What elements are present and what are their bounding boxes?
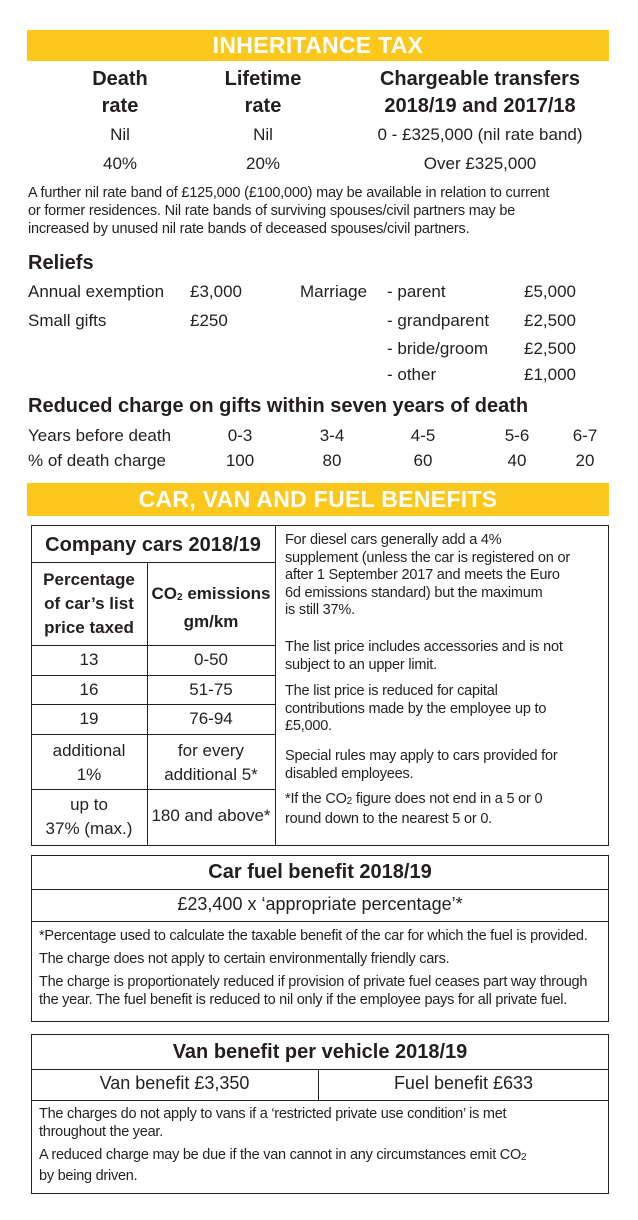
co2-0-50: 0-50 <box>193 650 229 669</box>
fuel-formula-line <box>31 921 609 922</box>
reliefs-title: Reliefs <box>28 252 94 274</box>
annual-exemption-label: Annual exemption <box>28 282 165 301</box>
company-cars-divider <box>275 525 276 846</box>
fuel-title-line <box>31 889 609 890</box>
marriage-grandparent-value: £2,500 <box>524 311 576 330</box>
additional-co2: for every additional 5* <box>164 741 258 784</box>
header-lifetime-rate: Lifetime rate <box>224 68 302 117</box>
header-chargeable-transfers: Chargeable transfers 2018/19 and 2017/18 <box>379 68 581 117</box>
percent-death-charge-label: % of death charge <box>28 451 166 470</box>
row-line-3 <box>31 734 275 735</box>
iht-row-1-transfers: 0 - £325,000 (nil rate band) <box>377 125 583 144</box>
max-co2: 180 and above* <box>151 806 271 825</box>
list-price-note: The list price includes accessories and is not subject to an upper limit. <box>285 639 563 673</box>
pct-16: 16 <box>79 680 99 699</box>
years-6-7: 6-7 <box>572 426 598 445</box>
row-line-2 <box>31 704 275 705</box>
col-co2-header: $CO_2$ emissions gm/km <box>151 584 271 631</box>
pct-19: 19 <box>79 709 99 728</box>
marriage-parent-label: - parent <box>387 282 446 301</box>
list-price-reduced-note: The list price is reduced for capital contributions made by the employee up to £5,000. <box>285 683 547 735</box>
marriage-other-label: - other <box>387 365 437 384</box>
marriage-label: Marriage <box>300 282 368 301</box>
small-gifts-value: £250 <box>190 311 228 330</box>
van-values-line <box>31 1100 609 1101</box>
marriage-bride-groom-value: £2,500 <box>524 339 576 358</box>
diesel-note: For diesel cars generally add a 4% supplement (unless the car is registered on or after 1 September 2017 and meets the Euro 6d emissions standard) but the maximum is still 37%. <box>285 532 570 619</box>
max-pct: up to 37% (max.) <box>45 795 133 838</box>
charge-60: 60 <box>413 451 433 470</box>
marriage-parent-value: £5,000 <box>524 282 576 301</box>
car-van-fuel-banner: CAR, VAN AND FUEL BENEFITS <box>27 483 609 516</box>
years-before-death-label: Years before death <box>28 426 172 445</box>
van-title-line <box>31 1069 609 1070</box>
van-benefit-notes: The charges do not apply to vans if a ‘restricted private use condition’ is met throughout the year. A reduced charge may be due if the van cannot in any circumstances emit $CO_2$ by being driven. <box>39 1106 527 1184</box>
marriage-grandparent-label: - grandparent <box>387 311 490 330</box>
fuel-benefit-notes: *Percentage used to calculate the taxable benefit of the car for which the fuel is provided. The charge does not apply to certain environmentally friendly cars. The charge is proportionately reduced if provision of private fuel ceases part way through the year. The fuel benefit is reduced to nil only if the employee pays for all private fuel. <box>39 928 588 1008</box>
van-benefit-value: Van benefit £3,350 <box>99 1073 250 1093</box>
reduced-charge-title: Reduced charge on gifts within seven years of death <box>28 395 529 417</box>
marriage-other-value: £1,000 <box>524 365 576 384</box>
co2-footnote: *If the $CO_2$ figure does not end in a 5 or 0 round down to the nearest 5 or 0. <box>285 791 543 827</box>
header-death-rate: Death rate <box>92 68 148 117</box>
charge-80: 80 <box>322 451 342 470</box>
company-cars-title: Company cars 2018/19 <box>45 534 261 556</box>
co2-51-75: 51-75 <box>189 680 233 699</box>
years-4-5: 4-5 <box>410 426 436 445</box>
small-gifts-label: Small gifts <box>28 311 107 330</box>
charge-100: 100 <box>225 451 255 470</box>
iht-row-2-death: 40% <box>102 154 138 173</box>
company-cars-header-line <box>31 645 275 646</box>
row-line-4 <box>31 789 275 790</box>
car-fuel-benefit-title: Car fuel benefit 2018/19 <box>208 861 432 883</box>
years-5-6: 5-6 <box>504 426 530 445</box>
charge-40: 40 <box>507 451 527 470</box>
additional-pct: additional 1% <box>52 741 126 784</box>
fuel-benefit-formula: £23,400 x ‘appropriate percentage’* <box>177 894 463 914</box>
iht-row-2-lifetime: 20% <box>245 154 281 173</box>
pct-13: 13 <box>79 650 99 669</box>
charge-20: 20 <box>575 451 595 470</box>
years-3-4: 3-4 <box>319 426 345 445</box>
annual-exemption-value: £3,000 <box>190 282 242 301</box>
nil-rate-band-note: A further nil rate band of £125,000 (£100,000) may be available in relation to current or former residences. Nil rate bands of surviving spouses/civil partners may be increased by unused nil rate bands of deceased spouses/civil partners. <box>28 185 550 237</box>
col-percentage-header: Percentage of car’s list price taxed <box>43 570 135 637</box>
co2-76-94: 76-94 <box>189 709 233 728</box>
inheritance-tax-banner: INHERITANCE TAX <box>27 30 609 61</box>
van-benefit-title: Van benefit per vehicle 2018/19 <box>172 1041 468 1063</box>
special-rules-note: Special rules may apply to cars provided for disabled employees. <box>285 748 558 782</box>
company-cars-title-line <box>31 562 275 563</box>
row-line-1 <box>31 675 275 676</box>
van-fuel-benefit-value: Fuel benefit £633 <box>393 1073 534 1093</box>
iht-row-1-lifetime: Nil <box>253 125 273 144</box>
iht-row-2-transfers: Over £325,000 <box>423 154 537 173</box>
iht-row-1-death: Nil <box>110 125 130 144</box>
years-0-3: 0-3 <box>227 426 253 445</box>
marriage-bride-groom-label: - bride/groom <box>387 339 489 358</box>
